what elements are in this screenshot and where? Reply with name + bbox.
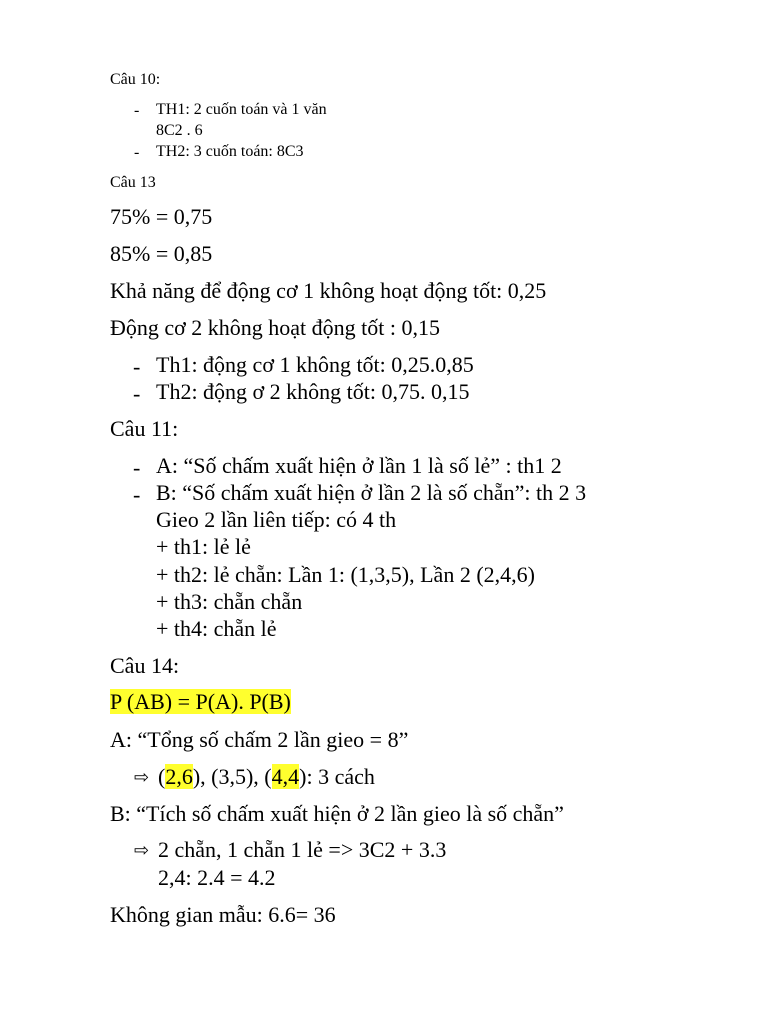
q11-heading: Câu 11: — [110, 416, 179, 441]
q14-formula — [110, 691, 291, 713]
q14-event-b: B: “Tích số chấm xuất hiện ở 2 lần gieo là số chẵn” — [110, 801, 564, 826]
bullet-dash: - — [133, 482, 141, 507]
arrow-right-icon: ⇨ — [134, 767, 150, 787]
q10-heading: Câu 10: — [110, 71, 161, 88]
q10-item-1: TH1: 2 cuốn toán và 1 văn — [156, 101, 327, 118]
q13-line-1: 75% = 0,75 — [110, 204, 213, 229]
q13-heading: Câu 13 — [110, 174, 156, 191]
q13-line-2: 85% = 0,85 — [110, 241, 213, 266]
bullet-dash: - — [133, 455, 141, 480]
q10-item-2: TH2: 3 cuốn toán: 8C3 — [156, 143, 304, 160]
bullet-dash: - — [133, 381, 141, 406]
q13-item-2: Th2: động ơ 2 không tốt: 0,75. 0,15 — [156, 379, 470, 404]
q14-event-b-result-2: 2,4: 2.4 = 4.2 — [158, 865, 276, 890]
q11-case-4: + th4: chẵn lẻ — [156, 616, 277, 641]
q11-item-b: B: “Số chấm xuất hiện ở lần 2 là số chẵn”: th 2 3 — [156, 480, 587, 505]
q13-item-1: Th1: động cơ 1 không tốt: 0,25.0,85 — [156, 352, 474, 377]
q13-line-3: Khả năng để động cơ 1 không hoạt động tốt: 0,25 — [110, 278, 547, 303]
sample-space: Không gian mẫu: 6.6= 36 — [110, 902, 336, 927]
q11-line-gieo: Gieo 2 lần liên tiếp: có 4 th — [156, 507, 397, 532]
bullet-dash: - — [133, 354, 141, 379]
result-text: ): 3 cách — [299, 764, 375, 789]
q14-event-b-result: 2 chẵn, 1 chẵn 1 lẻ => 3C2 + 3.3 — [158, 837, 447, 862]
q11-case-3: + th3: chẵn chẵn — [156, 589, 303, 614]
q14-heading: Câu 14: — [110, 653, 180, 678]
result-text: ), (3,5), ( — [192, 764, 272, 789]
q13-line-4: Động cơ 2 không hoạt động tốt : 0,15 — [110, 315, 440, 340]
formula-highlight: P (AB) = P(A). P(B) — [110, 689, 291, 714]
q10-item-1-cont: 8C2 . 6 — [156, 122, 203, 139]
highlight-pair-1: 2,6 — [165, 764, 193, 789]
q11-case-2: + th2: lẻ chẵn: Lần 1: (1,3,5), Lần 2 (2,4,6) — [156, 562, 535, 587]
highlight-pair-2: 4,4 — [271, 764, 300, 789]
arrow-right-icon: ⇨ — [134, 840, 150, 860]
bullet-dash: - — [134, 144, 140, 161]
q14-event-a-result — [158, 766, 375, 788]
bullet-dash: - — [134, 102, 140, 119]
q11-item-a: A: “Số chấm xuất hiện ở lần 1 là số lẻ” : th1 2 — [156, 453, 562, 478]
q14-event-a: A: “Tổng số chấm 2 lần gieo = 8” — [110, 727, 409, 752]
q11-case-1: + th1: lẻ lẻ — [156, 534, 251, 559]
result-text: ( — [158, 764, 166, 789]
